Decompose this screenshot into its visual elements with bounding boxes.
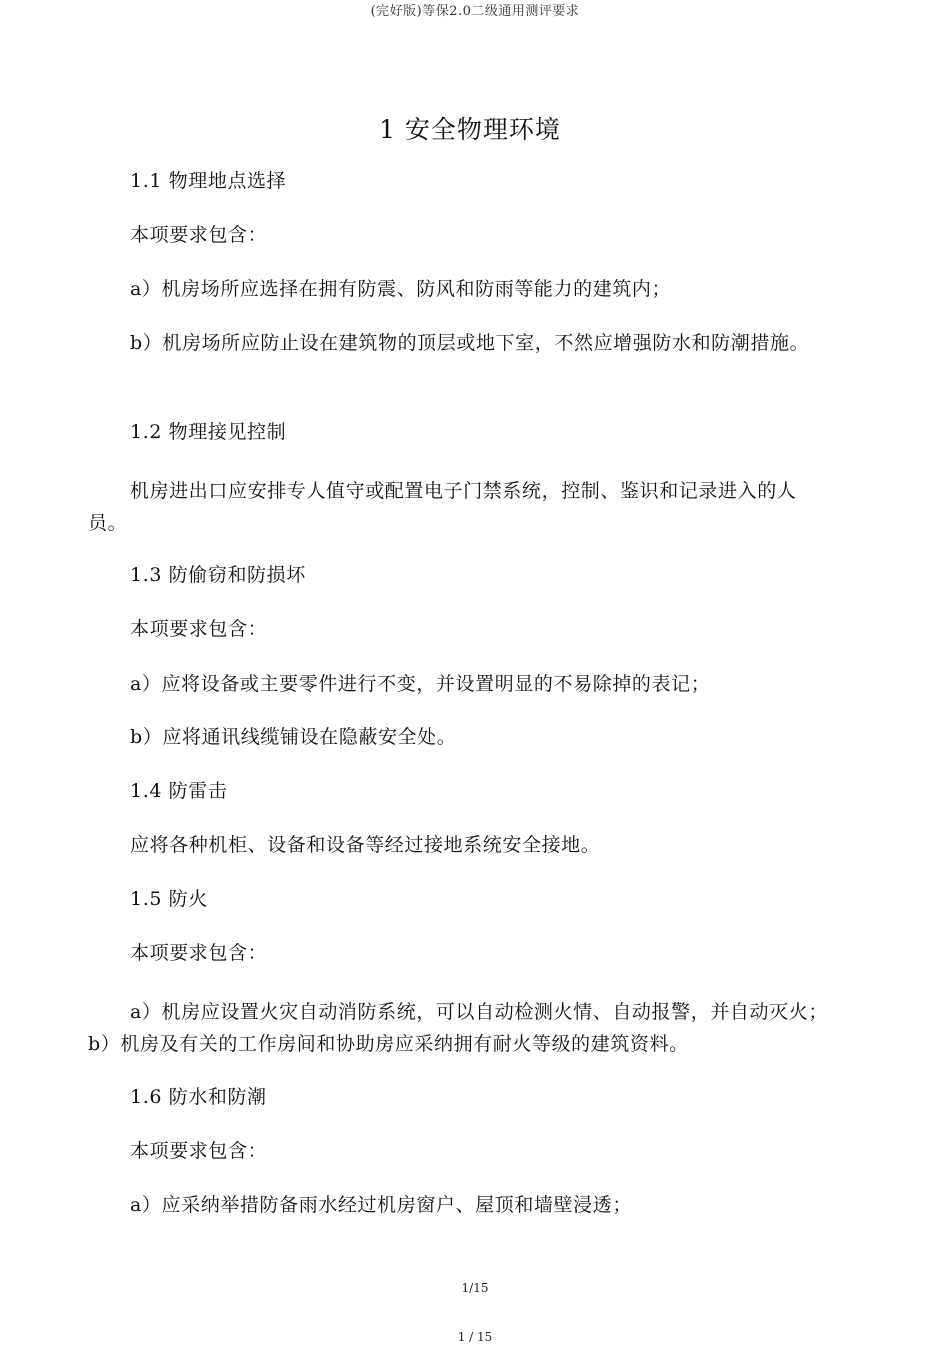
paragraph: 本项要求包含： — [130, 942, 268, 964]
heading-1-6: 1.6 防水和防潮 — [130, 1086, 267, 1108]
heading-1-4: 1.4 防雷击 — [130, 780, 228, 802]
running-header: (完好版)等保2.0二级通用测评要求 — [370, 4, 580, 19]
paragraph: 机房进出口应安排专人值守或配置电子门禁系统，控制、鉴识和记录进入的人员。 — [88, 480, 797, 534]
paragraph: 本项要求包含： — [130, 224, 268, 246]
list-item: a）应采纳举措防备雨水经过机房窗户、屋顶和墙壁浸透； — [130, 1194, 632, 1216]
list-item: a）应将设备或主要零件进行不变，并设置明显的不易除掉的表记； — [130, 673, 711, 695]
heading-1-2: 1.2 物理接见控制 — [130, 421, 287, 443]
heading-1-1: 1.1 物理地点选择 — [130, 170, 287, 192]
page-label: 1/15 — [461, 1281, 489, 1295]
heading-1-5: 1.5 防火 — [130, 888, 208, 910]
section-title: 1 安全物理环境 — [379, 115, 561, 144]
list-item: a）机房应设置火灾自动消防系统，可以自动检测火情、自动报警，并自动灭火； b）机房及有关的工作房间和协助房应采纳拥有耐火等级的建筑资料。 — [88, 1001, 828, 1055]
paragraph: 应将各种机柜、设备和设备等经过接地系统安全接地。 — [130, 834, 601, 856]
paragraph: 本项要求包含： — [130, 618, 268, 640]
list-item: b）机房场所应防止设在建筑物的顶层或地下室，不然应增强防水和防潮措施。 — [130, 332, 810, 354]
page-number: 1 / 15 — [457, 1330, 493, 1344]
paragraph: 本项要求包含： — [130, 1140, 268, 1162]
list-item: a）机房场所应选择在拥有防震、防风和防雨等能力的建筑内； — [130, 278, 672, 300]
list-item: b）应将通讯线缆铺设在隐蔽安全处。 — [130, 726, 457, 748]
heading-1-3: 1.3 防偷窃和防损坏 — [130, 564, 306, 586]
